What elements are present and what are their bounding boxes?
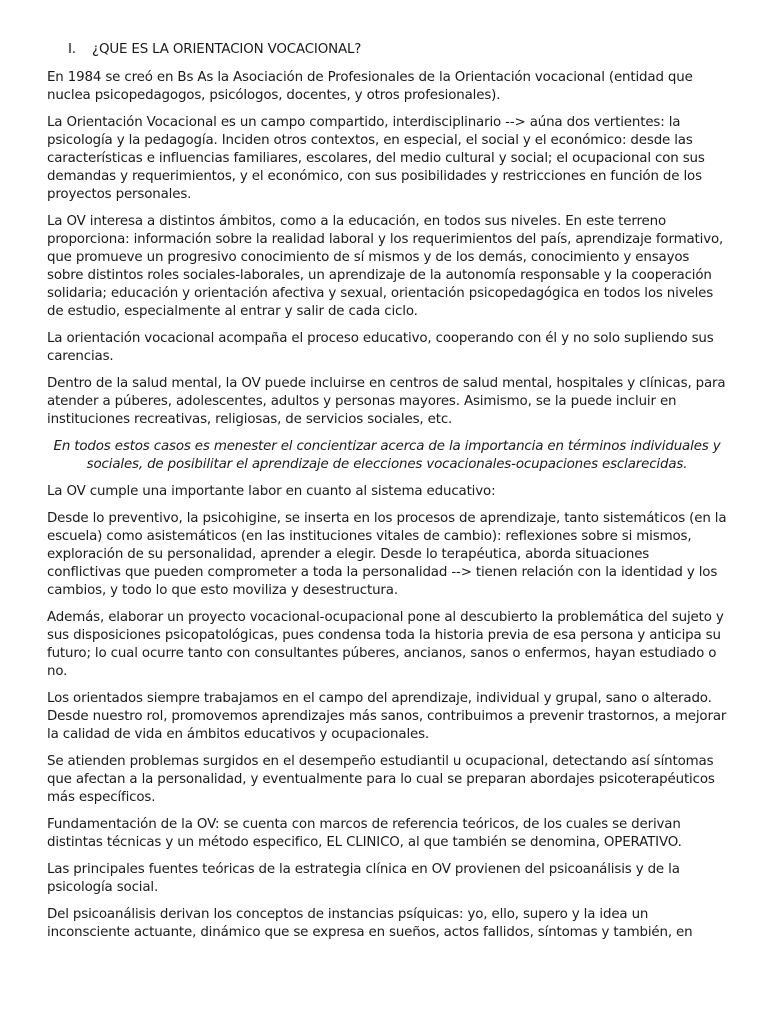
paragraph-proyecto: Además, elaborar un proyecto vocacional-ocupacional pone al descubierto la problemática del sujeto y sus disposiciones psicopatológicas, pues condensa toda la historia previa de esa persona y anticipa su futuro; lo cual ocurre tanto con consultantes púberes, ancianos, sanos o enfermos, hayan estudiado o no. [47, 610, 724, 679]
paragraph-orientados: Los orientados siempre trabajamos en el campo del aprendizaje, individual y grupal, sano o alterado. Desde nuestro rol, promovemos aprendizajes más sanos, contribuimos a prevenir trastornos, a mejorar la calidad de vida en ámbitos educativos y ocupacionales. [47, 691, 727, 742]
section-heading [47, 41, 727, 59]
document-body [47, 41, 727, 951]
paragraph-sistema-educativo: La OV cumple una importante labor en cuanto al sistema educativo: [47, 484, 496, 499]
paragraph-ambitos: La OV interesa a distintos ámbitos, como a la educación, en todos sus niveles. En este terreno proporciona: información sobre la realidad laboral y los requerimientos del país, aprendizaje formativo, que promueve un progresivo conocimiento de sí mismos y de los demás, conocimiento y ensayos sobre distintos roles sociales-laborales, un aprendizaje de la autonomía responsable y la cooperación solidaria; educación y orientación afectiva y sexual, orientación psicopedagógica en todos los niveles de estudio, especialmente al entrar y salir de cada ciclo. [47, 214, 724, 319]
paragraph-proceso-educativo: La orientación vocacional acompaña el proceso educativo, cooperando con él y no solo supliendo sus carencias. [47, 331, 714, 364]
paragraph-psicoanalisis: Del psicoanálisis derivan los conceptos de instancias psíquicas: yo, ello, supero y la idea un inconsciente actuante, dinámico que se expresa en sueños, actos fallidos, síntomas y también, en [47, 907, 693, 940]
paragraph-salud-mental: Dentro de la salud mental, la OV puede incluirse en centros de salud mental, hospitales y clínicas, para atender a púberes, adolescentes, adultos y personas mayores. Asimismo, se la puede incluir en instituciones recreativas, religiosas, de servicios sociales, etc. [47, 376, 726, 427]
section-number: I. [68, 42, 76, 57]
paragraph-problemas: Se atienden problemas surgidos en el desempeño estudiantil u ocupacional, detectando así síntomas que afectan a la personalidad, y eventualmente para lo cual se preparan abordajes psicoterapéuticos más específicos. [47, 754, 715, 805]
paragraph-preventivo: Desde lo preventivo, la psicohigine, se inserta en los procesos de aprendizaje, tanto sistemáticos (en la escuela) como asistemáticos (en las instituciones vitales de cambio): reflexiones sobre si mismos, exploración de su personalidad, aprender a elegir. Desde lo terapéutica, aborda situaciones conflictivas que pueden comprometer a toda la personalidad --> tienen relación con la identidad y los cambios, y todo lo que esto moviliza y desestructura. [47, 511, 727, 598]
paragraph-asociacion: En 1984 se creó en Bs As la Asociación de Profesionales de la Orientación vocacional (entidad que nuclea psicopedagogos, psicólogos, docentes, y otros profesionales). [47, 70, 693, 103]
paragraph-fundamentacion: Fundamentación de la OV: se cuenta con marcos de referencia teóricos, de los cuales se derivan distintas técnicas y un método especifico, EL CLINICO, al que también se denomina, OPERATIVO. [47, 817, 682, 850]
paragraph-campo-compartido: La Orientación Vocacional es un campo compartido, interdisciplinario --> aúna dos vertientes: la psicología y la pedagogía. Inciden otros contextos, en especial, el social y el económico: desde las características e influencias familiares, escolares, del medio cultural y social; el ocupacional con sus demandas y requerimientos, y el económico, con sus posibilidades y restricciones en función de los proyectos personales. [47, 115, 705, 202]
paragraph-italic-note: En todos estos casos es menester el concientizar acerca de la importancia en términos individuales y sociales, de posibilitar el aprendizaje de elecciones vocacionales-ocupaciones esclarecidas. [53, 439, 721, 472]
section-title: ¿QUE ES LA ORIENTACION VOCACIONAL? [92, 42, 362, 57]
paragraph-fuentes-teoricas: Las principales fuentes teóricas de la estrategia clínica en OV provienen del psicoanálisis y de la psicología social. [47, 862, 680, 895]
